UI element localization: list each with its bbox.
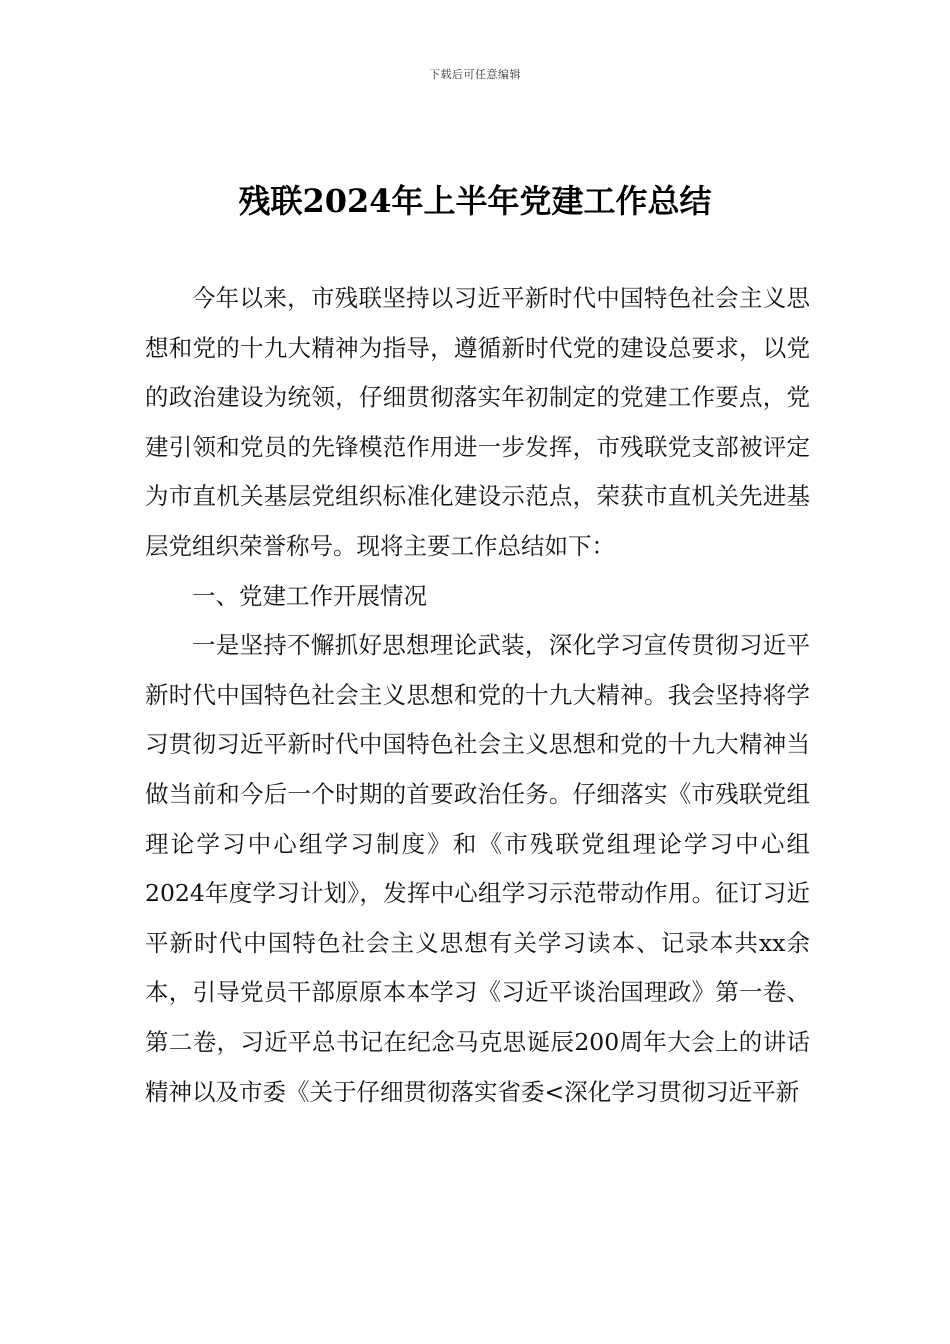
header-note: 下载后可任意编辑	[429, 68, 521, 81]
section-heading-1: 一、党建工作开展情况	[192, 581, 427, 610]
paragraph-item-1: 一是坚持不懈抓好思想理论武装，深化学习宣传贯彻习近平新时代中国特色社会主义思想和党的十九大精神。我会坚持将学习贯彻习近平新时代中国特色社会主义思想和党的十九大精神当做当前和今后一个时期的首要政治任务。仔细落实《市残联党组理论学习中心组学习制度》和《市残联党组理论学习中心组2024年度学习计划》，发挥中心组学习示范带动作用。征订习近平新时代中国特色社会主义思想有关学习读本、记录本共xx余本，引导党员干部原原本本学习《习近平谈治国理政》第一卷、第二卷，习近平总书记在纪念马克思诞辰200周年大会上的讲话精神以及市委《关于仔细贯彻落实省委<深化学习贯彻习近平新	[145, 631, 810, 1106]
document-body	[145, 274, 810, 1117]
document-title: 残联2024年上半年党建工作总结	[238, 182, 712, 220]
paragraph-intro: 今年以来，市残联坚持以习近平新时代中国特色社会主义思想和党的十九大精神为指导，遵循新时代党的建设总要求，以党的政治建设为统领，仔细贯彻落实年初制定的党建工作要点，党建引领和党员的先锋模范作用进一步发挥，市残联党支部被评定为市直机关基层党组织标准化建设示范点，荣获市直机关先进基层党组织荣誉称号。现将主要工作总结如下：	[145, 284, 810, 560]
